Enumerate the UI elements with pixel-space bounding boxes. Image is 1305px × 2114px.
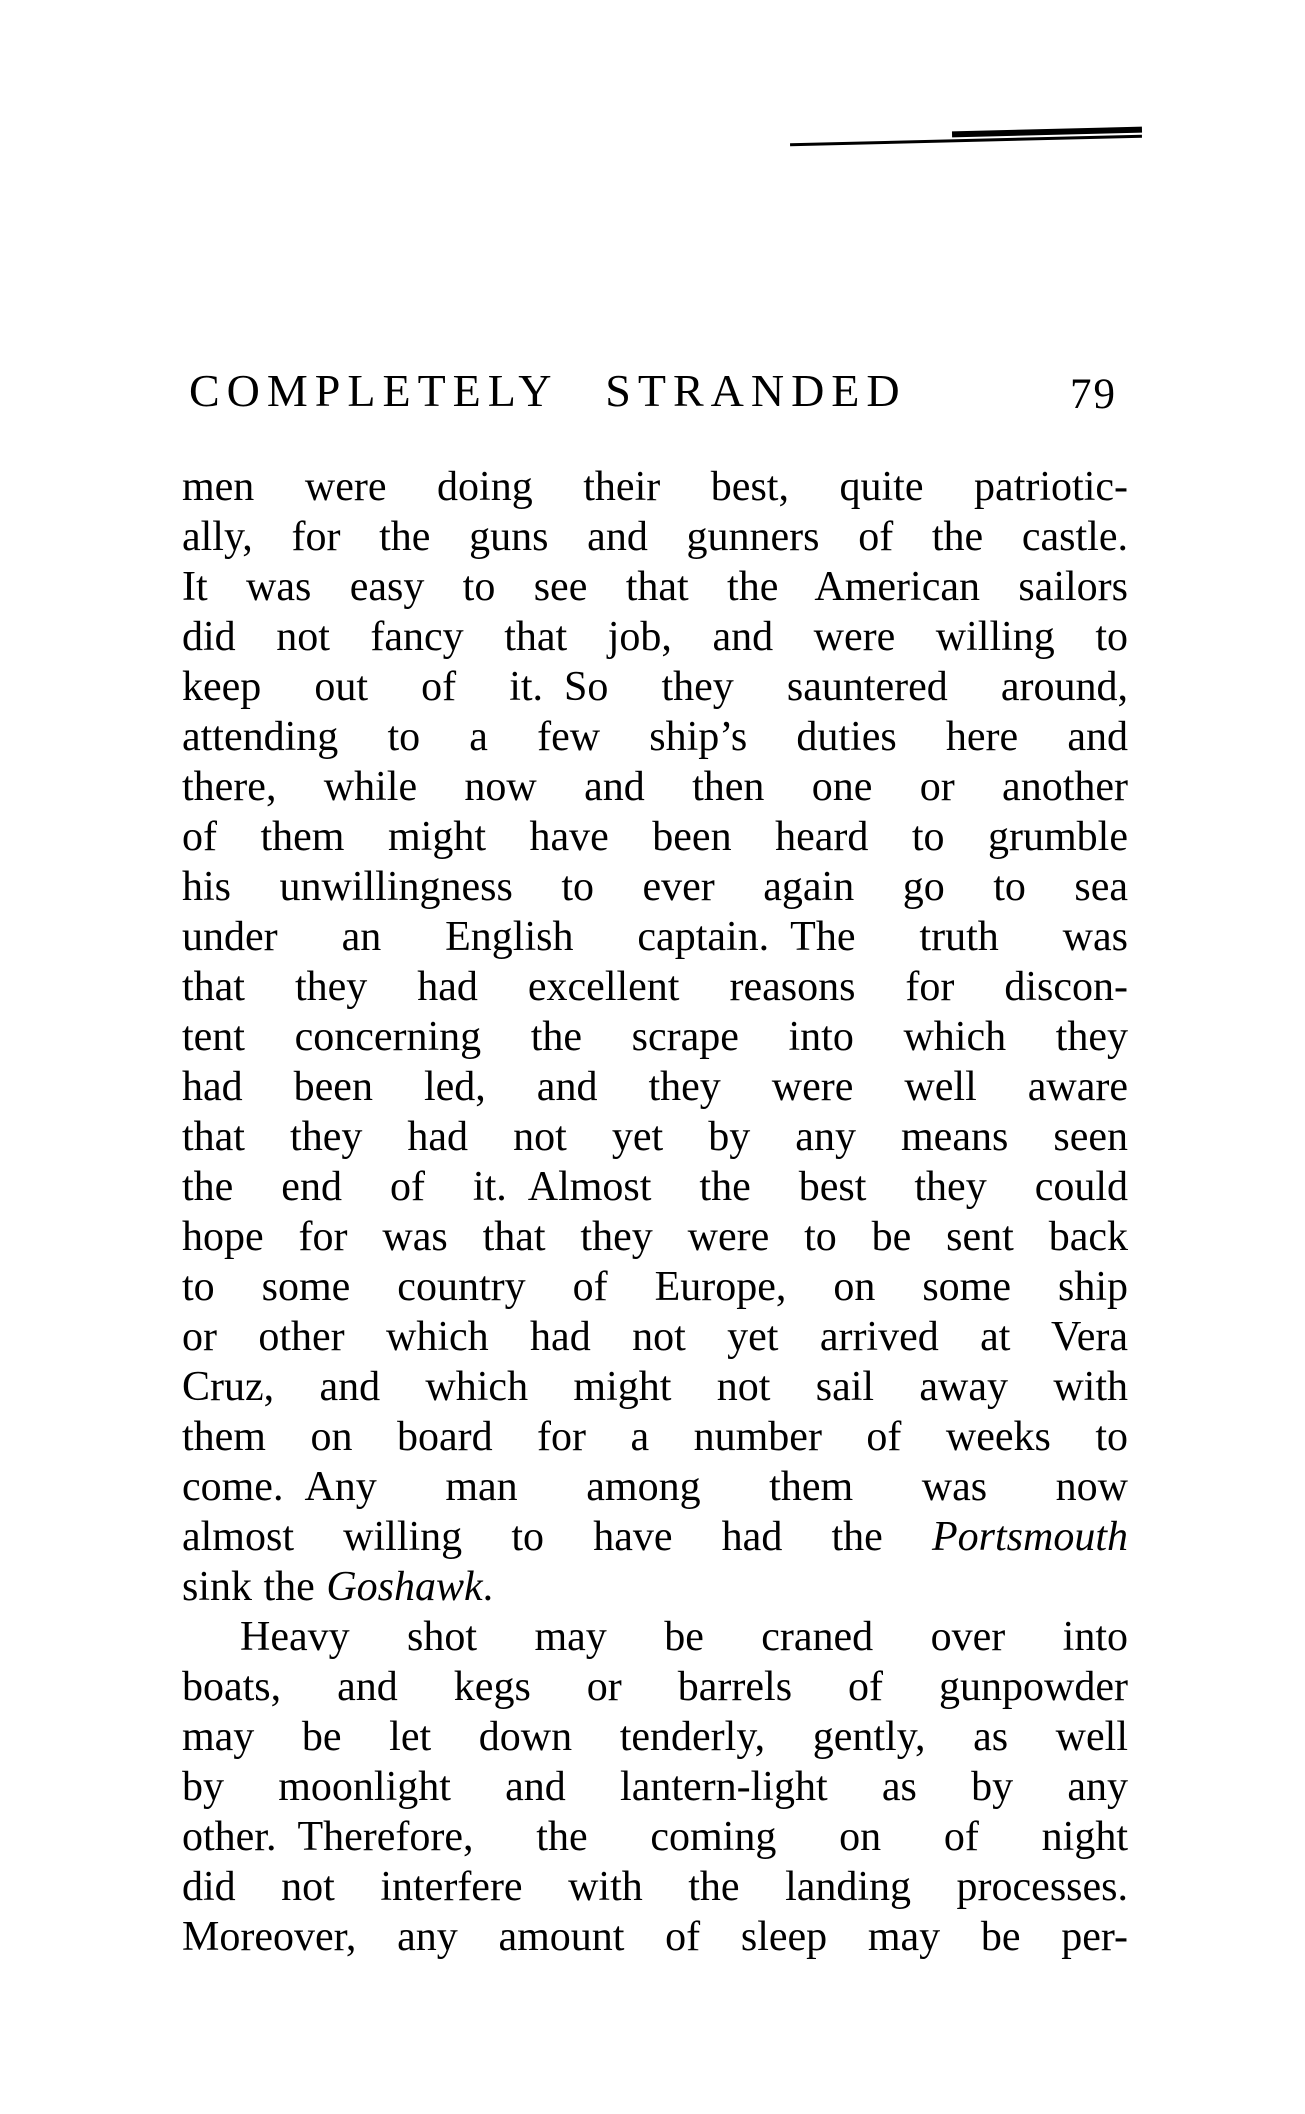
text-segment: by moonlight and lantern-light as by any xyxy=(182,1764,1128,1810)
text-segment: had been led, and they were well aware xyxy=(182,1064,1128,1110)
body-text xyxy=(182,462,1128,1962)
text-segment: or other which had not yet arrived at Vera xyxy=(182,1314,1128,1360)
text-segment: the end of it. Almost the best they could xyxy=(182,1164,1128,1210)
text-segment: under an English captain. The truth was xyxy=(182,914,1128,960)
text-segment: almost willing to have had the xyxy=(182,1514,932,1560)
text-segment: other. Therefore, the coming on of night xyxy=(182,1814,1128,1860)
italic-text: Portsmouth xyxy=(931,1514,1128,1560)
text-segment: them on board for a number of weeks to xyxy=(182,1414,1128,1460)
text-segment: Heavy shot may be craned over into xyxy=(240,1614,1128,1660)
text-line xyxy=(182,1012,1128,1062)
text-line xyxy=(182,1812,1128,1862)
italic-text: Goshawk xyxy=(326,1564,483,1610)
text-line xyxy=(182,1312,1128,1362)
text-line xyxy=(182,1612,1128,1662)
text-line xyxy=(182,762,1128,812)
text-segment: hope for was that they were to be sent back xyxy=(182,1214,1128,1260)
text-segment: sink the xyxy=(182,1564,327,1610)
text-line xyxy=(182,662,1128,712)
text-segment: ally, for the guns and gunners of the castle. xyxy=(182,514,1128,560)
text-line xyxy=(182,1712,1128,1762)
text-segment: keep out of it. So they sauntered around, xyxy=(182,664,1128,710)
text-line xyxy=(182,1412,1128,1462)
text-line xyxy=(182,1162,1128,1212)
text-line xyxy=(182,1762,1128,1812)
text-segment: that they had not yet by any means seen xyxy=(182,1114,1128,1160)
text-segment: It was easy to see that the American sailors xyxy=(182,564,1128,610)
text-line xyxy=(182,912,1128,962)
text-segment: did not fancy that job, and were willing to xyxy=(182,614,1128,660)
text-line xyxy=(182,1512,1128,1562)
text-segment: his unwillingness to ever again go to sea xyxy=(182,864,1128,910)
text-line xyxy=(182,562,1128,612)
text-segment: come. Any man among them was now xyxy=(182,1464,1128,1510)
text-line xyxy=(182,612,1128,662)
text-segment: men were doing their best, quite patriotic- xyxy=(182,464,1128,510)
text-line xyxy=(182,1362,1128,1412)
text-line xyxy=(182,1912,1128,1962)
text-segment: Moreover, any amount of sleep may be per- xyxy=(182,1914,1128,1960)
running-head-title: COMPLETELY STRANDED xyxy=(189,365,907,416)
page-number: 79 xyxy=(1070,371,1117,418)
text-line xyxy=(182,962,1128,1012)
text-line xyxy=(182,1862,1128,1912)
text-segment: Cruz, and which might not sail away with xyxy=(182,1364,1128,1410)
text-line xyxy=(182,1462,1128,1512)
text-segment: boats, and kegs or barrels of gunpowder xyxy=(182,1664,1128,1710)
text-segment: . xyxy=(482,1564,494,1610)
text-segment: tent concerning the scrape into which they xyxy=(182,1014,1128,1060)
text-line xyxy=(182,712,1128,762)
text-line xyxy=(182,462,1128,512)
text-line xyxy=(182,512,1128,562)
text-line xyxy=(182,1212,1128,1262)
text-line xyxy=(182,1562,1128,1612)
text-line xyxy=(182,862,1128,912)
text-segment: to some country of Europe, on some ship xyxy=(182,1264,1128,1310)
text-segment: did not interfere with the landing processes. xyxy=(182,1864,1128,1910)
text-segment: of them might have been heard to grumble xyxy=(182,814,1128,860)
text-segment: may be let down tenderly, gently, as well xyxy=(182,1714,1128,1760)
text-line xyxy=(182,1112,1128,1162)
text-segment: that they had excellent reasons for discon- xyxy=(182,964,1128,1010)
text-line xyxy=(182,812,1128,862)
text-segment: there, while now and then one or another xyxy=(182,764,1128,810)
text-segment: attending to a few ship’s duties here and xyxy=(182,714,1128,760)
text-line xyxy=(182,1262,1128,1312)
text-line xyxy=(182,1662,1128,1712)
text-line xyxy=(182,1062,1128,1112)
